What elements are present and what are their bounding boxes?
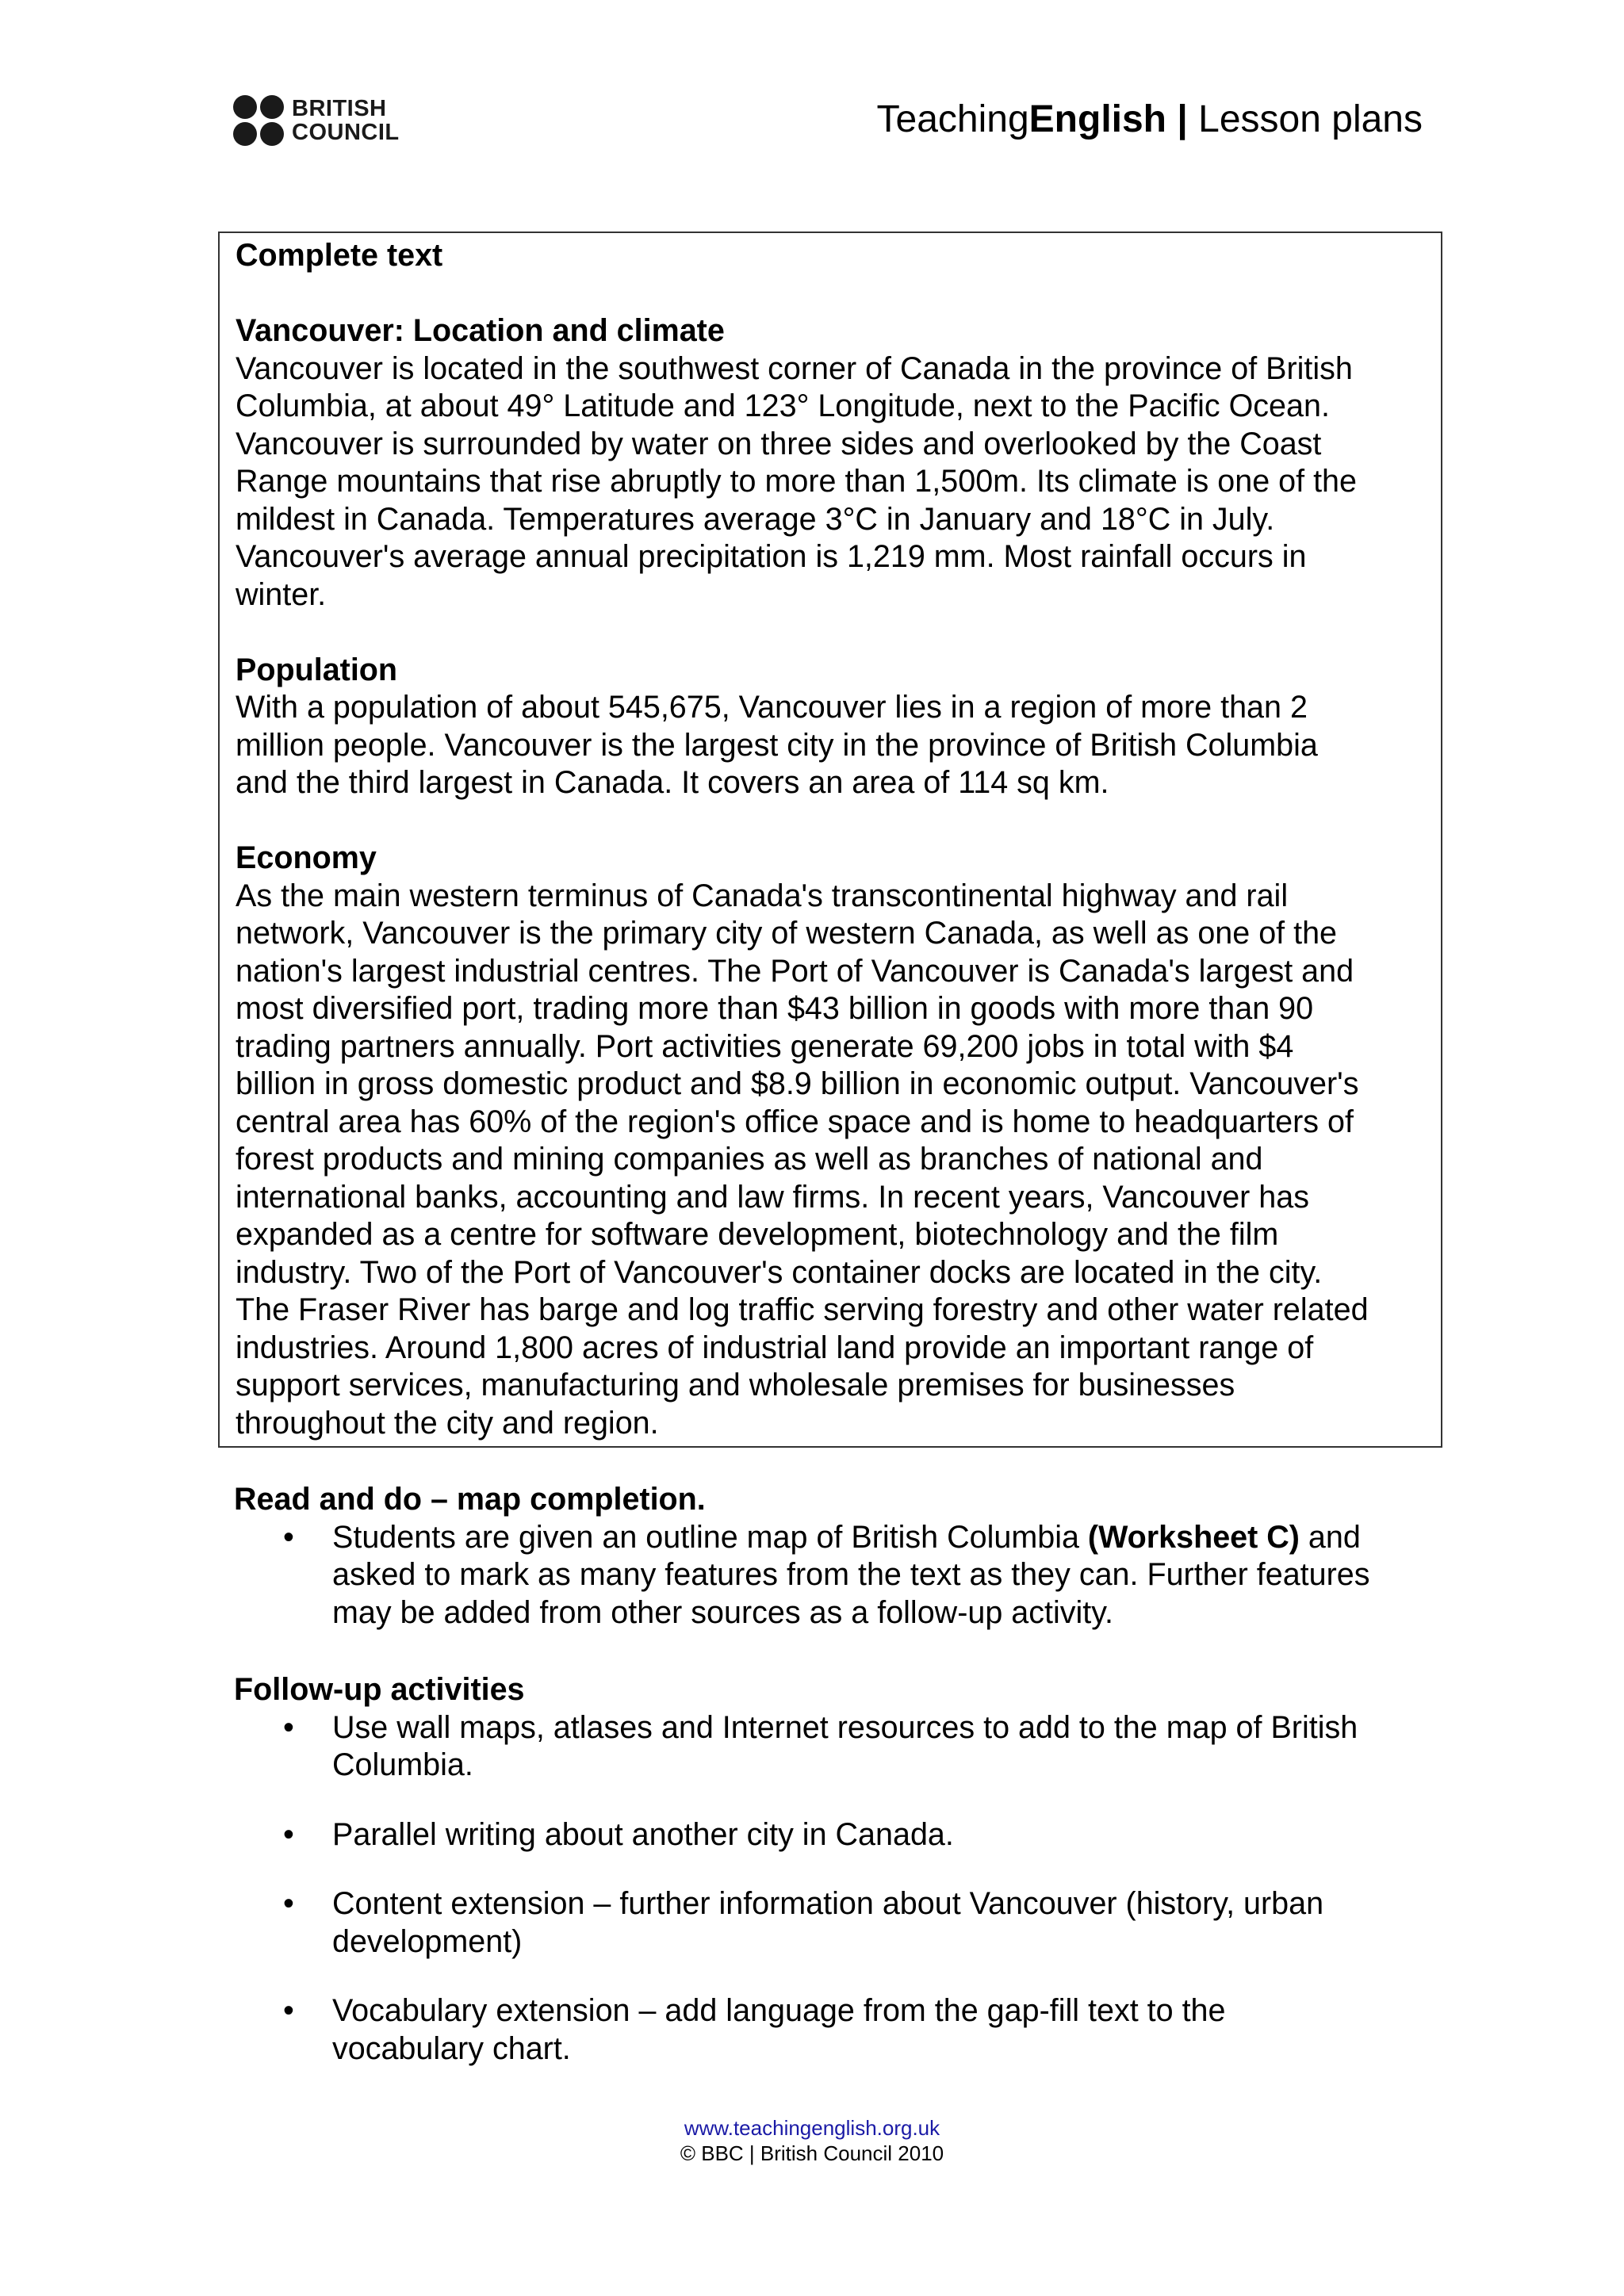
follow-up-list	[234, 1709, 1455, 2068]
text-line: central area has 60% of the region's office space and is home to headquarters of	[236, 1104, 1354, 1139]
text-line: Vancouver is surrounded by water on three sides and overlooked by the Coast	[236, 426, 1322, 461]
logo-dots-icon	[233, 95, 284, 146]
text-line: Vancouver's average annual precipitation is 1,219 mm. Most rainfall occurs in	[236, 539, 1307, 574]
text-line: million people. Vancouver is the largest city in the province of British Columbia	[236, 727, 1318, 763]
text-line: expanded as a centre for software development, biotechnology and the film	[236, 1217, 1279, 1252]
brand-regular: Teaching	[876, 98, 1029, 140]
worksheet-reference: (Worksheet C)	[1087, 1519, 1300, 1555]
complete-text-box	[218, 232, 1442, 1448]
brand-bold: English	[1028, 98, 1166, 140]
page-header-title	[877, 95, 1423, 144]
bullet-icon: •	[283, 1709, 294, 1745]
location-heading: Vancouver: Location and climate	[236, 313, 725, 348]
bullet-icon: •	[283, 1886, 294, 1921]
footer-url-link[interactable]: www.teachingenglish.org.uk	[684, 2116, 940, 2140]
footer-copyright: © BBC | British Council 2010	[680, 2141, 944, 2165]
follow-up-heading: Follow-up activities	[234, 1672, 525, 1707]
text-line: support services, manufacturing and wholesale premises for businesses	[236, 1368, 1235, 1402]
list-item: • Students are given an outline map of British Columbia (Worksheet C) and asked to mark as many features from the text as they can. Further features may be added from other sources as a follow-up activity.	[283, 1519, 1370, 1630]
text-line: nation's largest industrial centres. The Port of Vancouver is Canada's largest and	[236, 953, 1354, 989]
logo-text: BRITISH COUNCIL	[292, 96, 400, 145]
header-separator: |	[1177, 98, 1188, 140]
bullet-icon: •	[283, 1519, 294, 1555]
text-line: winter.	[236, 576, 327, 612]
text-line: industries. Around 1,800 acres of industrial land provide an important range of	[236, 1330, 1314, 1365]
text-line: With a population of about 545,675, Vancouver lies in a region of more than 2	[236, 690, 1308, 725]
text-line: network, Vancouver is the primary city of western Canada, as well as one of the	[236, 916, 1338, 951]
text-line: The Fraser River has barge and log traffic serving forestry and other water related	[236, 1292, 1369, 1327]
population-heading: Population	[236, 652, 398, 687]
read-and-do-list	[234, 1519, 1455, 1632]
list-item: • Content extension – further information about Vancouver (history, urban development)	[283, 1886, 1324, 1959]
bullet-icon: •	[283, 1993, 294, 2028]
read-and-do-heading: Read and do – map completion.	[234, 1482, 706, 1517]
economy-heading: Economy	[236, 840, 377, 875]
bullet-icon: •	[283, 1816, 294, 1852]
list-item: • Vocabulary extension – add language from the gap-fill text to the vocabulary chart.	[283, 1993, 1226, 2066]
text-line: industry. Two of the Port of Vancouver's container docks are located in the city.	[236, 1254, 1323, 1290]
text-line: Vancouver is located in the southwest corner of Canada in the province of British	[236, 350, 1353, 386]
text-line: mildest in Canada. Temperatures average 3°C in January and 18°C in July.	[236, 501, 1275, 537]
list-item: • Parallel writing about another city in Canada.	[234, 1816, 1455, 1854]
activities-section	[234, 1481, 1455, 2068]
text-line: Range mountains that rise abruptly to more than 1,500m. Its climate is one of the	[236, 464, 1357, 499]
text-line: international banks, accounting and law firms. In recent years, Vancouver has	[236, 1179, 1309, 1215]
header-section: Lesson plans	[1198, 98, 1423, 140]
text-line: As the main western terminus of Canada's transcontinental highway and rail	[236, 878, 1289, 913]
text-line: trading partners annually. Port activities generate 69,200 jobs in total with $4	[236, 1028, 1294, 1064]
box-title: Complete text	[236, 238, 443, 273]
text-line: and the third largest in Canada. It covers an area of 114 sq km.	[236, 765, 1109, 800]
page-footer	[0, 2115, 1624, 2166]
british-council-logo	[233, 95, 400, 146]
text-line: billion in gross domestic product and $8.9 billion in economic output. Vancouver's	[236, 1066, 1359, 1101]
text-line: forest products and mining companies as well as branches of national and	[236, 1142, 1263, 1177]
text-line: Columbia, at about 49° Latitude and 123° Longitude, next to the Pacific Ocean.	[236, 388, 1330, 423]
text-line: most diversified port, trading more than $43 billion in goods with more than 90	[236, 991, 1314, 1026]
text-line: throughout the city and region.	[236, 1405, 659, 1441]
list-item: • Use wall maps, atlases and Internet resources to add to the map of British Columbia.	[283, 1709, 1358, 1782]
